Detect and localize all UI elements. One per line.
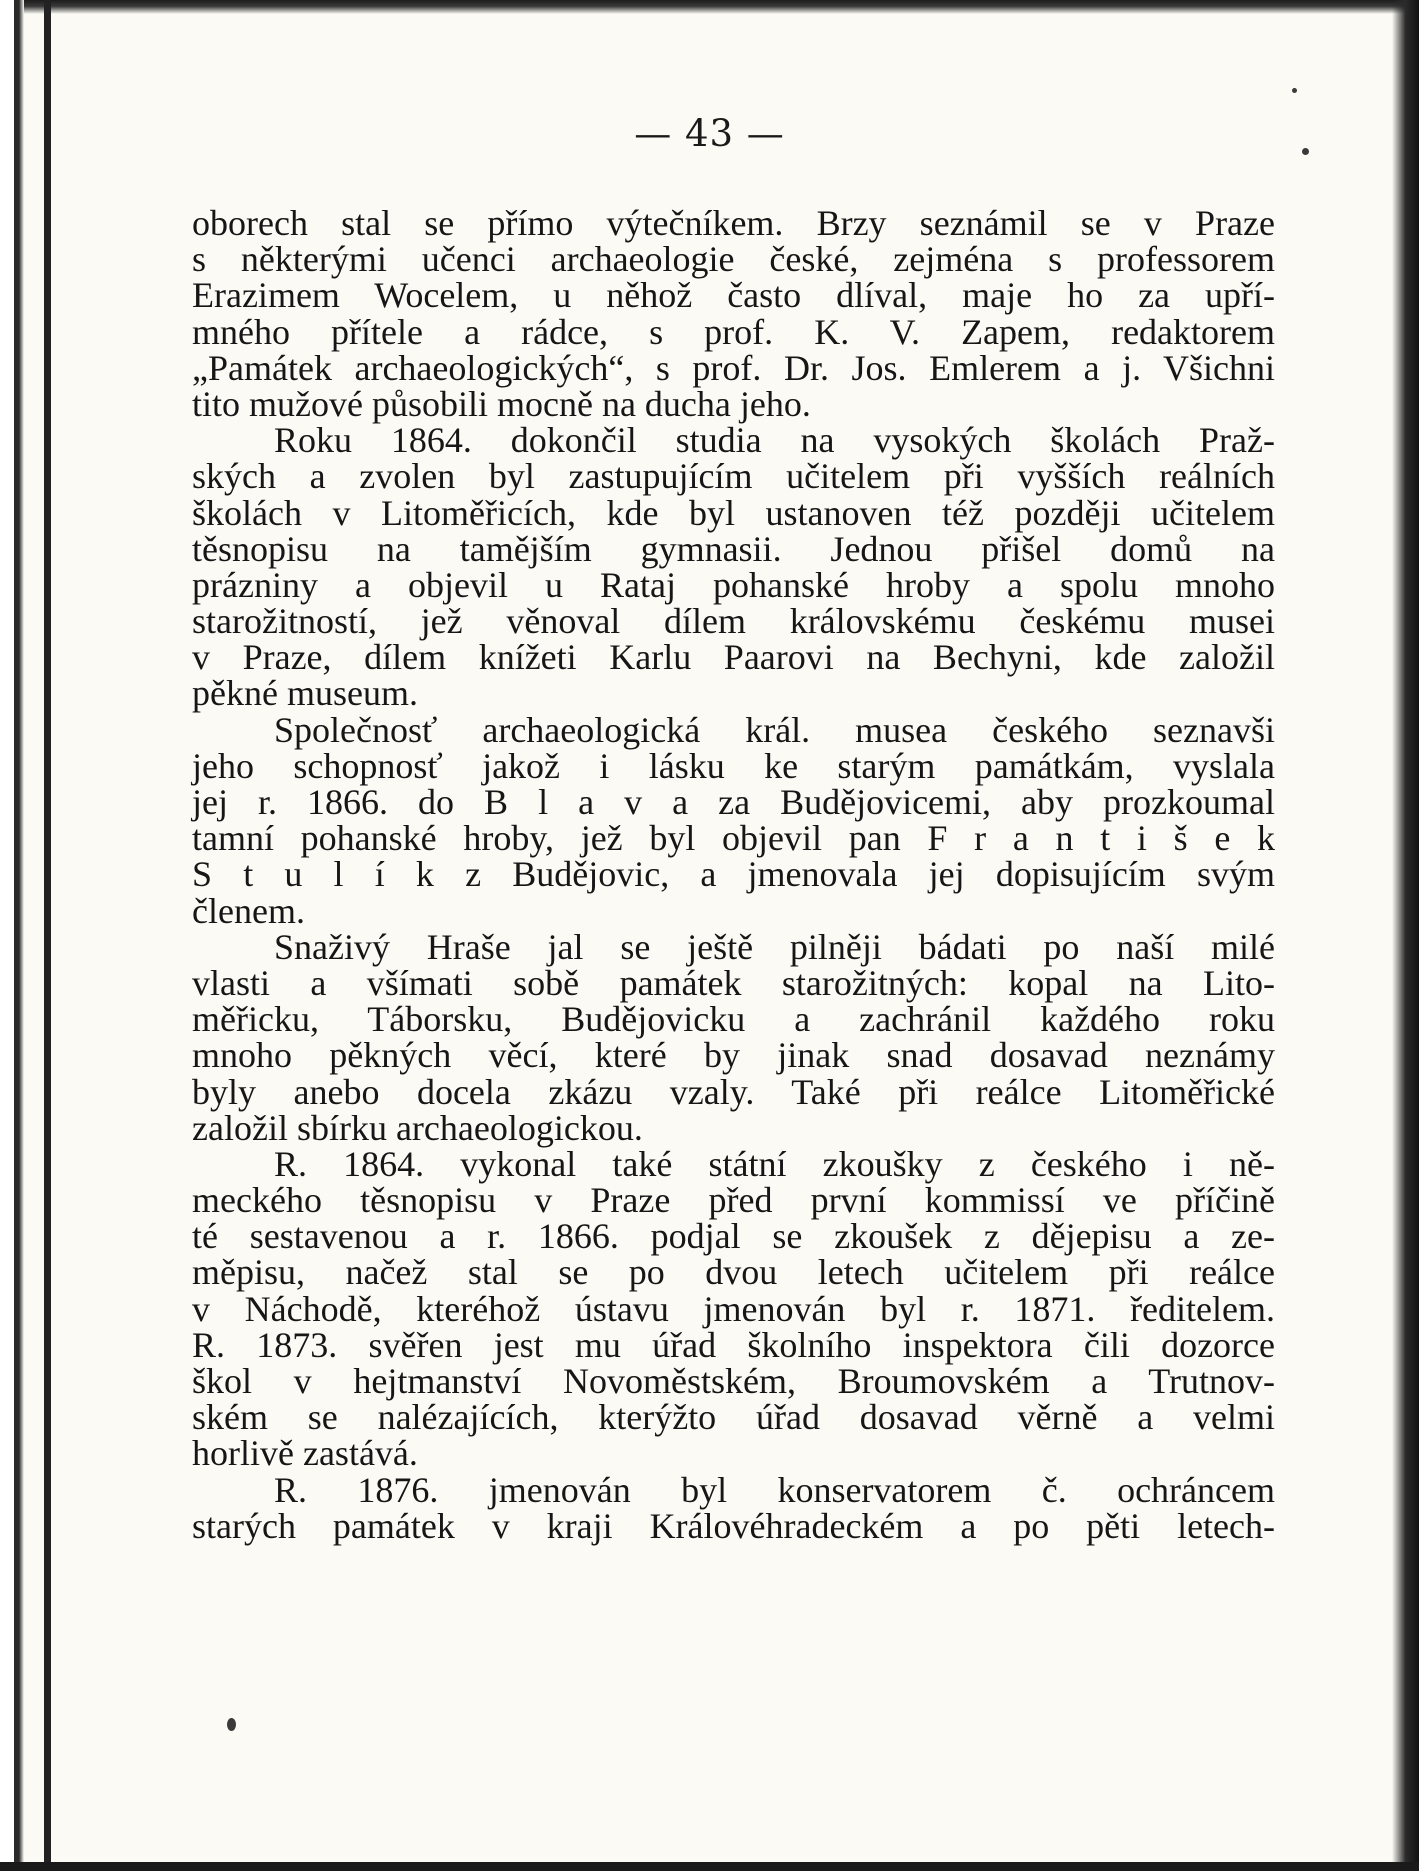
text-line: těsnopisu na tamějším gymnasii. Jednou přišel domů na [192,528,1275,569]
text-line: jej r. 1866. do B l a v a za Budějovicemi, aby prozkoumal [192,782,1275,822]
scan-gutter-line [44,0,51,1871]
text-line: R. 1876. jmenován byl konservatorem č. ochráncem [274,1469,1275,1510]
text-line: pěkné museum. [192,673,418,714]
text-line: mného přítele a rádce, s prof. K. V. Zapem, redaktorem [192,311,1275,352]
text-line: měpisu, načež stal se po dvou letech učitelem při reálce [192,1252,1275,1293]
text-line: vlasti a všímati sobě památek starožitných: kopal na Lito- [192,962,1275,1003]
text-line: té sestavenou a r. 1866. podjal se zkoušek z dějepisu a ze- [192,1216,1275,1257]
scan-border-top [0,0,1419,14]
text-line: ských a zvolen byl zastupujícím učitelem při vyšších reálních [192,456,1275,497]
text-line: Společnosť archaeologická král. musea českého seznavši [274,709,1275,750]
text-line: tamní pohanské hroby, jež byl objevil pan F r a n t i š e k [192,818,1275,859]
text-line: byly anebo docela zkázu vzaly. Také při reálce Litoměřické [192,1071,1275,1112]
text-line: prázniny a objevil u Rataj pohanské hroby a spolu mnoho [192,564,1275,605]
text-line: Roku 1864. dokončil studia na vysokých školách Praž- [274,420,1275,461]
text-line: starých památek v kraji Královéhradeckém a po pěti letech- [192,1505,1275,1546]
text-line: ském se nalézajících, kterýžto úřad dosavad věrně a velmi [192,1397,1275,1438]
text-line: v Náchodě, kteréhož ústavu jmenován byl r. 1871. ředitelem. [192,1288,1275,1329]
text-line: členem. [192,890,305,931]
text-line: oborech stal se přímo výtečníkem. Brzy seznámil se v Praze [192,203,1275,243]
ink-speck [227,1718,236,1731]
body-text [192,205,1275,1544]
text-line: S t u l í k z Budějovic, a jmenovala jej dopisujícím svým [192,854,1275,895]
text-line: v Praze, dílem knížeti Karlu Paarovi na Bechyni, kde založil [192,637,1275,678]
text-line: měřicku, Táborsku, Budějovicku a zachránil každého roku [192,999,1275,1040]
scan-border-left [0,0,24,1871]
ink-speck [1292,88,1297,93]
text-line: „Památek archaeologických“, s prof. Dr. Jos. Emlerem a j. Všichni [192,347,1275,388]
scan-border-right [1392,0,1419,1871]
text-line: založil sbírku archaeologickou. [192,1107,643,1148]
text-line: R. 1864. vykonal také státní zkoušky z českého i ně- [274,1143,1275,1184]
text-line: meckého těsnopisu v Praze před první kommissí ve příčině [192,1180,1275,1221]
text-line: R. 1873. svěřen jest mu úřad školního inspektora čili dozorce [192,1324,1275,1365]
page-number: — 43 — [634,112,785,155]
text-line: jeho schopnosť jakož i lásku ke starým památkám, vyslala [192,745,1275,786]
text-line: starožitností, jež věnoval dílem královskému českému musei [192,601,1275,642]
text-line: Snaživý Hraše jal se ještě pilněji bádati po naší milé [274,926,1275,967]
text-line: mnoho pěkných věcí, které by jinak snad dosavad neznámy [192,1035,1275,1076]
text-line: tito mužové působili mocně na ducha jeho. [192,383,811,424]
text-line: školách v Litoměřicích, kde byl ustanoven též později učitelem [192,492,1275,533]
text-line: horlivě zastává. [192,1433,418,1474]
text-line: škol v hejtmanství Novoměstském, Broumovském a Trutnov- [192,1361,1275,1401]
text-line: Erazimem Wocelem, u něhož často dlíval, maje ho za upří- [192,275,1275,316]
text-line: s některými učenci archaeologie české, zejména s professorem [192,239,1275,280]
scan-border-bottom [0,1862,1419,1871]
